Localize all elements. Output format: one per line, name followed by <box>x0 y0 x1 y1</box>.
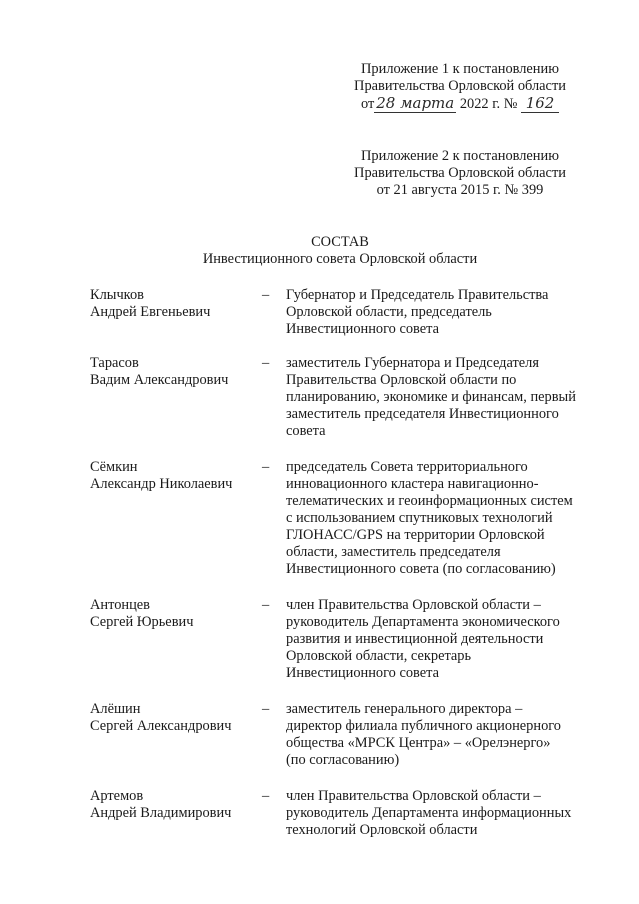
role-line: инновационного кластера навигационно- <box>286 476 539 492</box>
handwritten-date: 28 марта <box>376 94 455 112</box>
member-surname: Антонцев <box>90 597 150 613</box>
role-line: развития и инвестиционной деятельности <box>286 631 544 647</box>
member-given-name: Сергей Александрович <box>90 718 232 734</box>
role-line: телематических и геоинформационных систем <box>286 493 573 509</box>
member-dash: – <box>262 355 270 371</box>
role-line: заместитель председателя Инвестиционного <box>286 406 559 422</box>
role-line: области, заместитель председателя <box>286 544 501 560</box>
appendix-1-line2: Правительства Орловской области <box>354 78 566 94</box>
role-line: Губернатор и Председатель Правительства <box>286 287 549 303</box>
title-heading: СОСТАВ <box>311 234 369 250</box>
member-role <box>286 701 598 769</box>
member-dash: – <box>262 597 270 613</box>
member-name <box>90 287 260 321</box>
role-line: заместитель генерального директора – <box>286 701 523 717</box>
member-name <box>90 788 260 822</box>
member-name <box>90 355 260 389</box>
member-surname: Тарасов <box>90 355 139 371</box>
member-name <box>90 597 260 631</box>
role-line: Орловской области, председатель <box>286 304 492 320</box>
role-line: Орловской области, секретарь <box>286 648 472 664</box>
member-name <box>90 701 260 735</box>
role-line: с использованием спутниковых технологий <box>286 510 553 526</box>
role-line: Инвестиционного совета <box>286 665 439 681</box>
appendix-2-line2: Правительства Орловской области <box>354 165 566 181</box>
role-line: Правительства Орловской области по <box>286 372 517 388</box>
role-line: Инвестиционного совета <box>286 321 439 337</box>
member-role <box>286 355 598 440</box>
role-line: общества «МРСК Центра» – «Орелэнерго» <box>286 735 551 751</box>
member-dash: – <box>262 788 270 804</box>
role-line: председатель Совета территориального <box>286 459 528 475</box>
role-line: совета <box>286 423 326 439</box>
member-surname: Клычков <box>90 287 144 303</box>
member-role <box>286 459 598 578</box>
role-line: ГЛОНАСС/GPS на территории Орловской <box>286 527 545 543</box>
title-subheading: Инвестиционного совета Орловской области <box>202 251 478 267</box>
member-role <box>286 788 598 839</box>
role-line: член Правительства Орловской области – <box>286 597 541 613</box>
member-dash: – <box>262 459 270 475</box>
member-dash: – <box>262 287 270 303</box>
member-given-name: Вадим Александрович <box>90 372 229 388</box>
member-role <box>286 287 598 338</box>
member-surname: Алёшин <box>90 701 141 717</box>
role-line: заместитель Губернатора и Председателя <box>286 355 539 371</box>
member-dash: – <box>262 701 270 717</box>
appendix-2-line1: Приложение 2 к постановлению <box>361 148 559 164</box>
member-role <box>286 597 598 682</box>
role-line: (по согласованию) <box>286 752 400 768</box>
appendix-1-prefix: от <box>360 96 375 112</box>
member-surname: Сёмкин <box>90 459 138 475</box>
role-line: член Правительства Орловской области – <box>286 788 541 804</box>
role-line: планированию, экономике и финансам, первый <box>286 389 576 405</box>
role-line: руководитель Департамента экономического <box>286 614 560 630</box>
role-line: Инвестиционного совета (по согласованию) <box>286 561 556 577</box>
handwritten-number: 162 <box>521 95 559 113</box>
member-given-name: Андрей Евгеньевич <box>90 304 211 320</box>
appendix-1-date-line <box>361 95 559 113</box>
appendix-2-line3: от 21 августа 2015 г. № 399 <box>376 182 544 198</box>
appendix-2-header <box>330 148 590 199</box>
member-name <box>90 459 260 493</box>
document-title <box>150 234 530 268</box>
role-line: директор филиала публичного акционерного <box>286 718 562 734</box>
member-given-name: Андрей Владимирович <box>90 805 232 821</box>
member-given-name: Сергей Юрьевич <box>90 614 194 630</box>
appendix-1-line1: Приложение 1 к постановлению <box>361 61 559 77</box>
role-line: руководитель Департамента информационных <box>286 805 572 821</box>
role-line: технологий Орловской области <box>286 822 478 838</box>
appendix-1-header <box>330 61 590 113</box>
member-surname: Артемов <box>90 788 144 804</box>
member-given-name: Александр Николаевич <box>90 476 233 492</box>
appendix-1-year: 2022 г. № <box>459 96 518 112</box>
